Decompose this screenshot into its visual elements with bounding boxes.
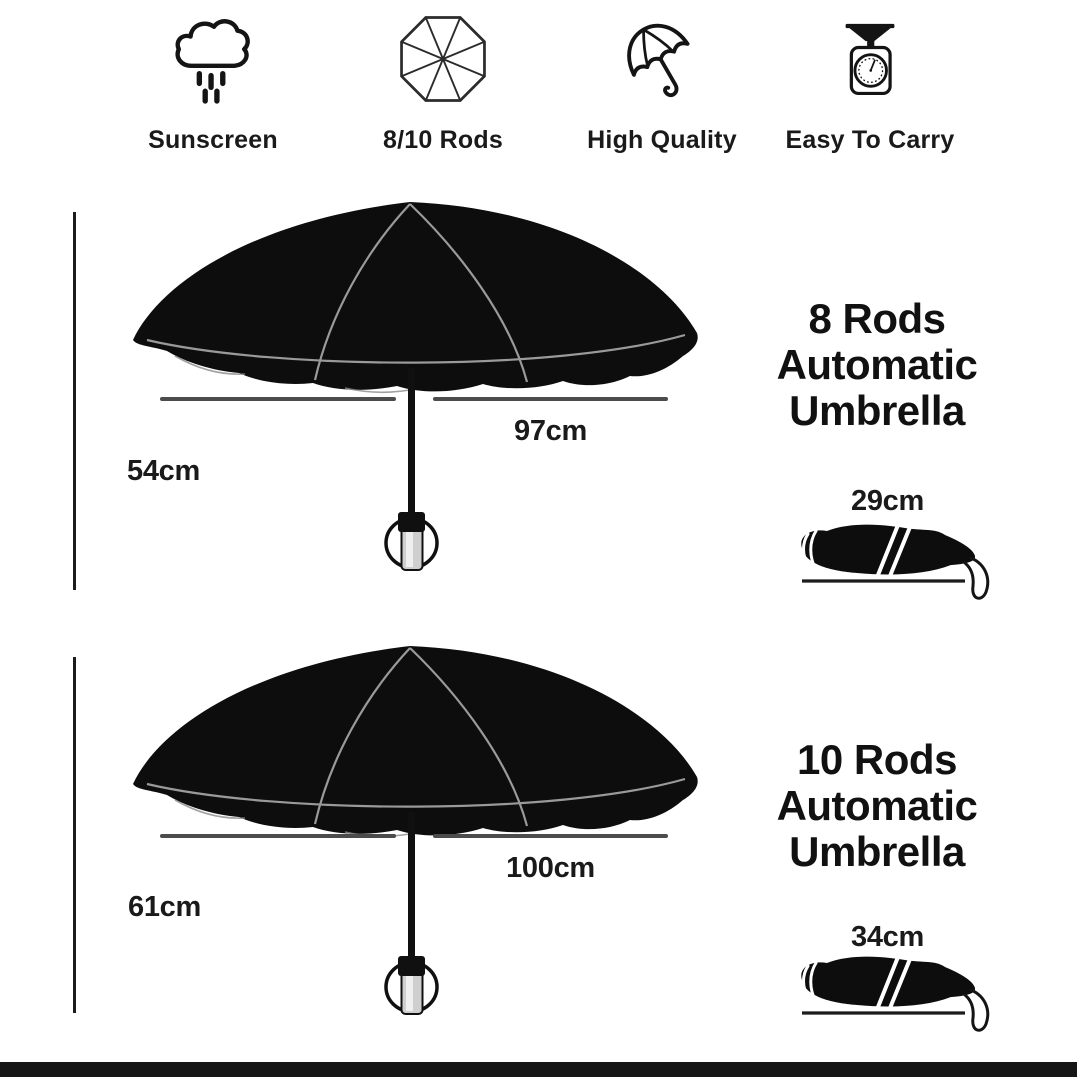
title-line: Automatic bbox=[776, 341, 978, 388]
open-height-label: 61cm bbox=[128, 891, 201, 923]
width-dimension-line-right bbox=[433, 834, 668, 838]
weighing-scale-icon bbox=[837, 8, 903, 110]
feature-carry bbox=[755, 8, 985, 155]
open-width-label: 97cm bbox=[514, 415, 587, 447]
width-dimension-line-left bbox=[160, 834, 396, 838]
open-width-label: 100cm bbox=[506, 852, 595, 884]
feature-quality bbox=[547, 8, 777, 155]
section-title bbox=[715, 296, 1039, 434]
title-line: 8 Rods bbox=[808, 295, 946, 342]
feature-label: Sunscreen bbox=[148, 126, 278, 154]
title-line: Automatic bbox=[776, 782, 978, 829]
height-dimension-line bbox=[73, 657, 76, 1013]
feature-rods bbox=[328, 8, 558, 155]
feature-label: 8/10 Rods bbox=[383, 126, 503, 154]
folded-umbrella-illustration bbox=[795, 950, 1005, 1045]
umbrella-top-view-icon bbox=[396, 8, 490, 110]
title-line: Umbrella bbox=[789, 828, 965, 875]
title-line: 10 Rods bbox=[797, 736, 957, 783]
footer-bar bbox=[0, 1062, 1077, 1077]
section-title bbox=[715, 737, 1039, 875]
height-dimension-line bbox=[73, 212, 76, 590]
open-umbrella-icon bbox=[619, 8, 705, 110]
folded-umbrella-illustration bbox=[795, 518, 1005, 613]
title-line: Umbrella bbox=[789, 387, 965, 434]
open-height-label: 54cm bbox=[127, 455, 200, 487]
width-dimension-line-right bbox=[433, 397, 668, 401]
folded-length-label: 34cm bbox=[851, 921, 924, 953]
feature-label: High Quality bbox=[587, 126, 737, 154]
feature-label: Easy To Carry bbox=[785, 126, 955, 154]
rain-cloud-icon bbox=[172, 8, 254, 110]
folded-length-label: 29cm bbox=[851, 485, 924, 517]
open-umbrella-illustration bbox=[115, 190, 715, 590]
width-dimension-line-left bbox=[160, 397, 396, 401]
feature-sunscreen bbox=[98, 8, 328, 155]
